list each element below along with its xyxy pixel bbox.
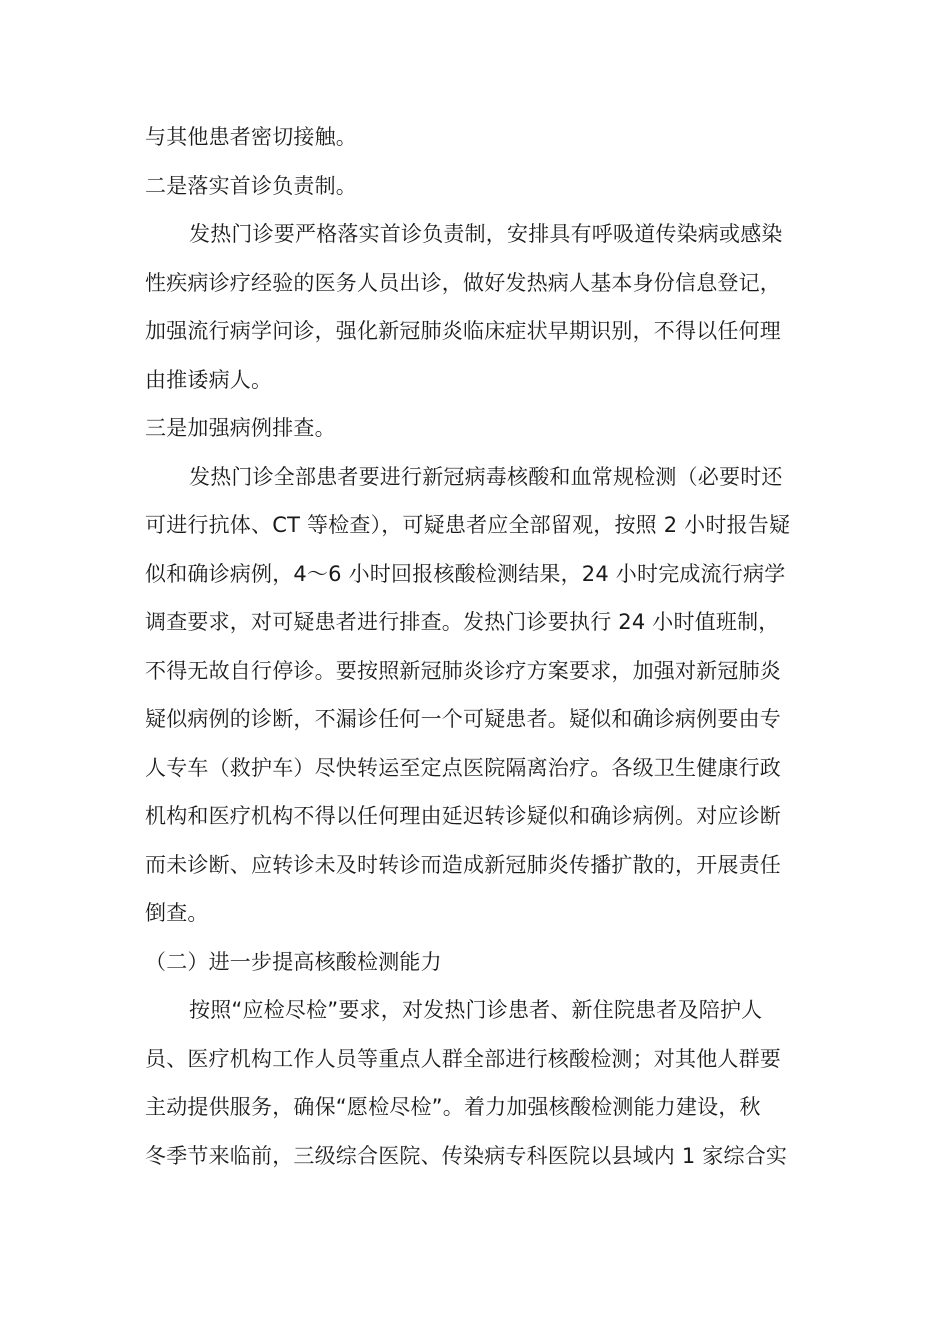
text-line-2: 二是落实首诊负责制。: [145, 173, 357, 198]
text-line-19: 按照“应检尽检”要求，对发热门诊患者、新住院患者及陪护人: [189, 998, 763, 1022]
section-heading: （二）进一步提高核酸检测能力: [145, 949, 442, 974]
text-line-3: 发热门诊要严格落实首诊负责制，安排具有呼吸道传染病或感染: [189, 222, 783, 246]
text-line-4: 性疾病诊疗经验的医务人员出诊，做好发热病人基本身份信息登记，: [145, 270, 781, 295]
text-line-11: 调查要求，对可疑患者进行排查。发热门诊要执行 24 小时值班制，: [145, 610, 780, 634]
text-line-9: 可进行抗体、CT 等检查），可疑患者应全部留观，按照 2 小时报告疑: [145, 513, 791, 537]
text-line-22: 冬季节来临前，三级综合医院、传染病专科医院以县域内 1 家综合实: [145, 1143, 788, 1168]
text-line-6: 由推诿病人。: [145, 367, 273, 392]
text-line-1: 与其他患者密切接触。: [145, 125, 357, 149]
text-line-13: 疑似病例的诊断，不漏诊任何一个可疑患者。疑似和确诊病例要由专: [145, 707, 781, 731]
text-line-8: 发热门诊全部患者要进行新冠病毒核酸和血常规检测（必要时还: [189, 464, 783, 489]
text-line-14: 人专车（救护车）尽快转运至定点医院隔离治疗。各级卫生健康行政: [145, 755, 781, 780]
document-body: [145, 113, 810, 1180]
text-line-12: 不得无故自行停诊。要按照新冠肺炎诊疗方案要求，加强对新冠肺炎: [145, 658, 781, 683]
text-line-15: 机构和医疗机构不得以任何理由延迟转诊疑似和确诊病例。对应诊断: [145, 804, 781, 828]
text-line-21: 主动提供服务，确保“愿检尽检”。着力加强核酸检测能力建设，秋: [145, 1095, 761, 1119]
text-line-7: 三是加强病例排查。: [145, 416, 336, 440]
text-line-5: 加强流行病学问诊，强化新冠肺炎临床症状早期识别，不得以任何理: [145, 319, 781, 343]
text-line-20: 员、医疗机构工作人员等重点人群全部进行核酸检测；对其他人群要: [145, 1046, 781, 1071]
text-line-17: 倒查。: [145, 901, 209, 925]
text-line-10: 似和确诊病例，4～6 小时回报核酸检测结果，24 小时完成流行病学: [145, 561, 786, 586]
text-line-16: 而未诊断、应转诊未及时转诊而造成新冠肺炎传播扩散的，开展责任: [145, 852, 781, 877]
